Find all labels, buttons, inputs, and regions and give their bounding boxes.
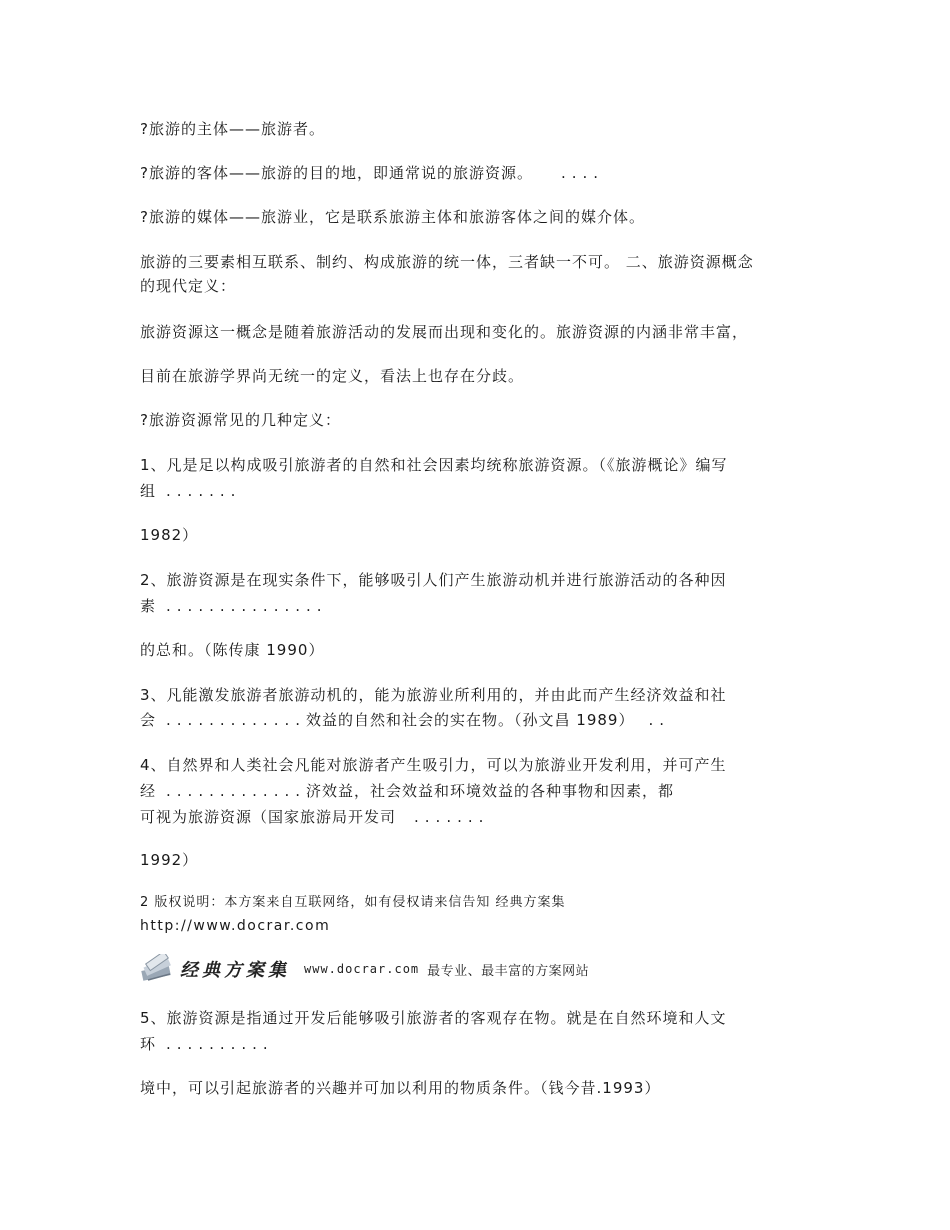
site-banner (140, 953, 820, 985)
paragraph-concept-line2: 目前在旅游学界尚无统一的定义，看法上也存在分歧。 (140, 367, 525, 385)
footer-url-link[interactable]: http://www.docrar.com (140, 918, 331, 934)
definition-4-line4: 1992） (140, 851, 199, 869)
definition-4-line2: 经 .............济效益，社会效益和环境效益的各种事物和因素，都 (140, 782, 675, 800)
definition-2-line3: 的总和。（陈传康 1990） (140, 641, 325, 659)
definition-2-line1: 2、旅游资源是在现实条件下，能够吸引人们产生旅游动机并进行旅游活动的各种因 (140, 571, 727, 589)
definition-5-line2: 环 .......... (140, 1035, 274, 1053)
definition-3-line2: 会 .............效益的自然和社会的实在物。（孙文昌 1989） .. (140, 711, 671, 729)
definition-3-line1: 3、凡能激发旅游者旅游动机的，能为旅游业所利用的，并由此而产生经济效益和社 (140, 686, 727, 704)
definition-4-line1: 4、自然界和人类社会凡能对旅游者产生吸引力，可以为旅游业开发利用，并可产生 (140, 756, 727, 774)
paragraph-concept-line1: 旅游资源这一概念是随着旅游活动的发展而出现和变化的。旅游资源的内涵非常丰富， (140, 323, 749, 341)
definition-5-line1: 5、旅游资源是指通过开发后能够吸引旅游者的客观存在物。就是在自然环境和人文 (140, 1009, 727, 1027)
banner-brand: 经典方案集 (180, 960, 290, 981)
paragraph-tourism-object: ?旅游的客体——旅游的目的地，即通常说的旅游资源。 .... (140, 164, 605, 182)
paragraph-tourism-media: ?旅游的媒体——旅游业，它是联系旅游主体和旅游客体之间的媒介体。 (140, 208, 645, 226)
definition-2-line2: 素 ............... (140, 597, 328, 615)
paragraph-definitions-heading: ?旅游资源常见的几种定义： (140, 411, 341, 429)
banner-slogan: 最专业、最丰富的方案网站 (427, 963, 590, 979)
definition-1-line2: 组 ....... (140, 482, 242, 500)
copyright-note: 2 版权说明：本方案来自互联网络，如有侵权请来信告知 经典方案集 (140, 895, 566, 910)
paragraph-three-elements-line2: 的现代定义： (140, 277, 237, 295)
banner-url[interactable]: www.docrar.com (304, 962, 420, 976)
paragraph-tourism-subject: ?旅游的主体——旅游者。 (140, 120, 325, 138)
definition-4-line3: 可视为旅游资源（国家旅游局开发司 ....... (140, 808, 490, 826)
definition-1-line3: 1982） (140, 526, 199, 544)
paragraph-three-elements-line1: 旅游的三要素相互联系、制约、构成旅游的统一体，三者缺一不可。 二、旅游资源概念 (140, 253, 754, 271)
definition-1-line1: 1、凡是足以构成吸引旅游者的自然和社会因素均统称旅游资源。（《旅游概论》编写 (140, 456, 728, 474)
book-stack-icon (140, 954, 174, 984)
definition-5-line3: 境中，可以引起旅游者的兴趣并可加以利用的物质条件。（钱今昔.1993） (140, 1079, 661, 1097)
